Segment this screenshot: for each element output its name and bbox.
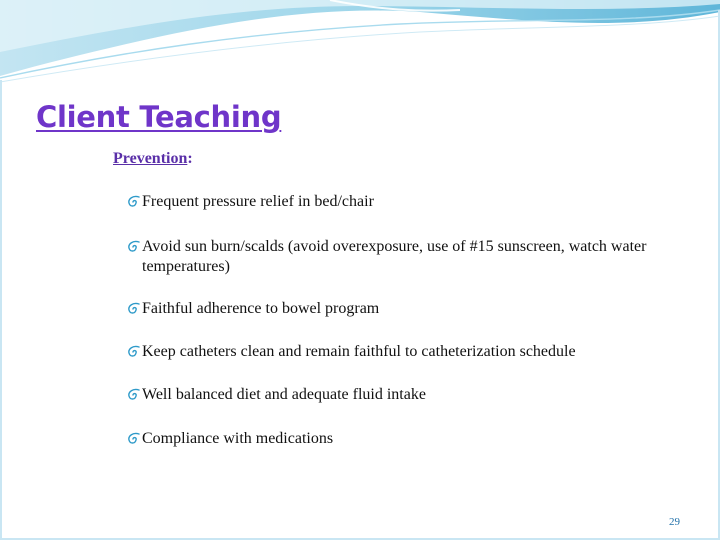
bullet-flourish-icon: [127, 195, 142, 209]
bullet-flourish-icon: [127, 240, 142, 254]
bullet-flourish-icon: [127, 302, 142, 316]
section-heading-suffix: :: [187, 150, 193, 167]
decorative-wave-header: [0, 0, 720, 90]
section-heading-label: Prevention: [113, 150, 188, 167]
bullet-flourish-icon: [127, 432, 142, 446]
list-item: [127, 429, 697, 449]
bullet-text: Compliance with medications: [142, 430, 334, 447]
page-number: 29: [669, 516, 680, 528]
list-item: [127, 192, 697, 212]
bullet-text: Faithful adherence to bowel program: [142, 300, 380, 317]
list-item: [127, 237, 697, 277]
bullet-text: Frequent pressure relief in bed/chair: [142, 193, 374, 210]
bullet-text: Avoid sun burn/scalds (avoid overexposure, use of #15 sunscreen, watch water temperatures): [142, 238, 647, 275]
list-item: [127, 342, 697, 362]
bullet-flourish-icon: [127, 388, 142, 402]
bullet-text: Keep catheters clean and remain faithful to catheterization schedule: [142, 343, 576, 360]
slide-title: Client Teaching: [36, 100, 282, 134]
section-heading: [113, 150, 193, 168]
list-item: [127, 385, 697, 405]
slide-border-left: [0, 80, 2, 540]
bullet-text: Well balanced diet and adequate fluid intake: [142, 386, 426, 403]
list-item: [127, 299, 697, 319]
bullet-flourish-icon: [127, 345, 142, 359]
bullet-list: [127, 192, 697, 449]
